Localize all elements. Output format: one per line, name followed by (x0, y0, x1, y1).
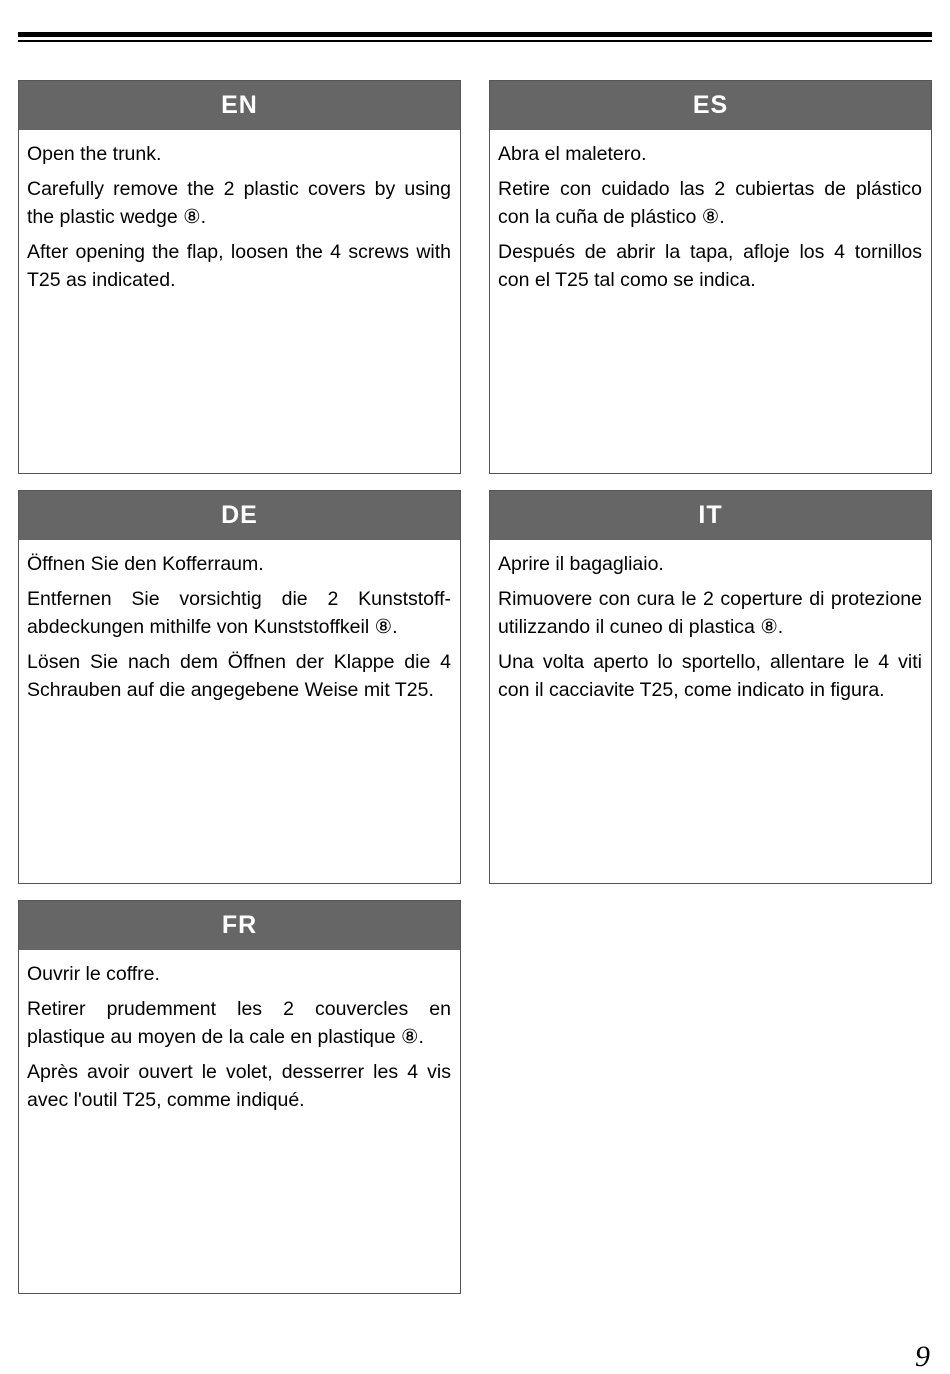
top-rule-thick (18, 32, 932, 37)
section-header-fr: FR (19, 901, 460, 950)
paragraph: Carefully remove the 2 plastic covers by using the plastic wedge ⑧. (27, 178, 451, 228)
paragraph: Après avoir ouvert le volet, desserrer les 4 vis avec l'outil T25, comme indiqué. (27, 1061, 451, 1111)
section-body-en (19, 130, 460, 294)
section-es (489, 80, 932, 474)
section-body-de (19, 540, 460, 704)
paragraph: Después de abrir la tapa, afloje los 4 tornillos con el T25 tal como se indica. (498, 241, 922, 291)
section-fr (18, 900, 461, 1294)
section-body-es (490, 130, 931, 294)
paragraph: Aprire il bagagliaio. (498, 553, 664, 575)
paragraph: Retirer prudemment les 2 couvercles en plastique au moyen de la cale en plastique ⑧. (27, 998, 451, 1048)
paragraph: Una volta aperto lo sportello, allentare le 4 viti con il cacciavite T25, come indicato in figura. (498, 651, 922, 701)
paragraph: Abra el maletero. (498, 143, 647, 165)
section-it (489, 490, 932, 884)
paragraph: Lösen Sie nach dem Öffnen der Klappe die 4 Schrauben auf die angegebene Weise mit T25. (27, 651, 451, 701)
page-number: 9 (915, 1340, 930, 1373)
paragraph: Open the trunk. (27, 143, 162, 165)
paragraph: After opening the flap, loosen the 4 screws with T25 as indicated. (27, 241, 451, 291)
top-rule-thin (18, 40, 932, 42)
paragraph: Entfernen Sie vorsichtig die 2 Kunststoff-abdeckungen mithilfe von Kunststoffkeil ⑧. (27, 588, 451, 638)
paragraph: Öffnen Sie den Kofferraum. (27, 553, 264, 575)
paragraph: Rimuovere con cura le 2 coperture di protezione utilizzando il cuneo di plastica ⑧. (498, 588, 922, 638)
section-body-fr (19, 950, 460, 1114)
section-header-de: DE (19, 491, 460, 540)
section-en (18, 80, 461, 474)
paragraph: Ouvrir le coffre. (27, 963, 160, 985)
section-body-it (490, 540, 931, 704)
section-header-es: ES (490, 81, 931, 130)
section-header-it: IT (490, 491, 931, 540)
section-de (18, 490, 461, 884)
section-header-en: EN (19, 81, 460, 130)
paragraph: Retire con cuidado las 2 cubiertas de plástico con la cuña de plástico ⑧. (498, 178, 922, 228)
